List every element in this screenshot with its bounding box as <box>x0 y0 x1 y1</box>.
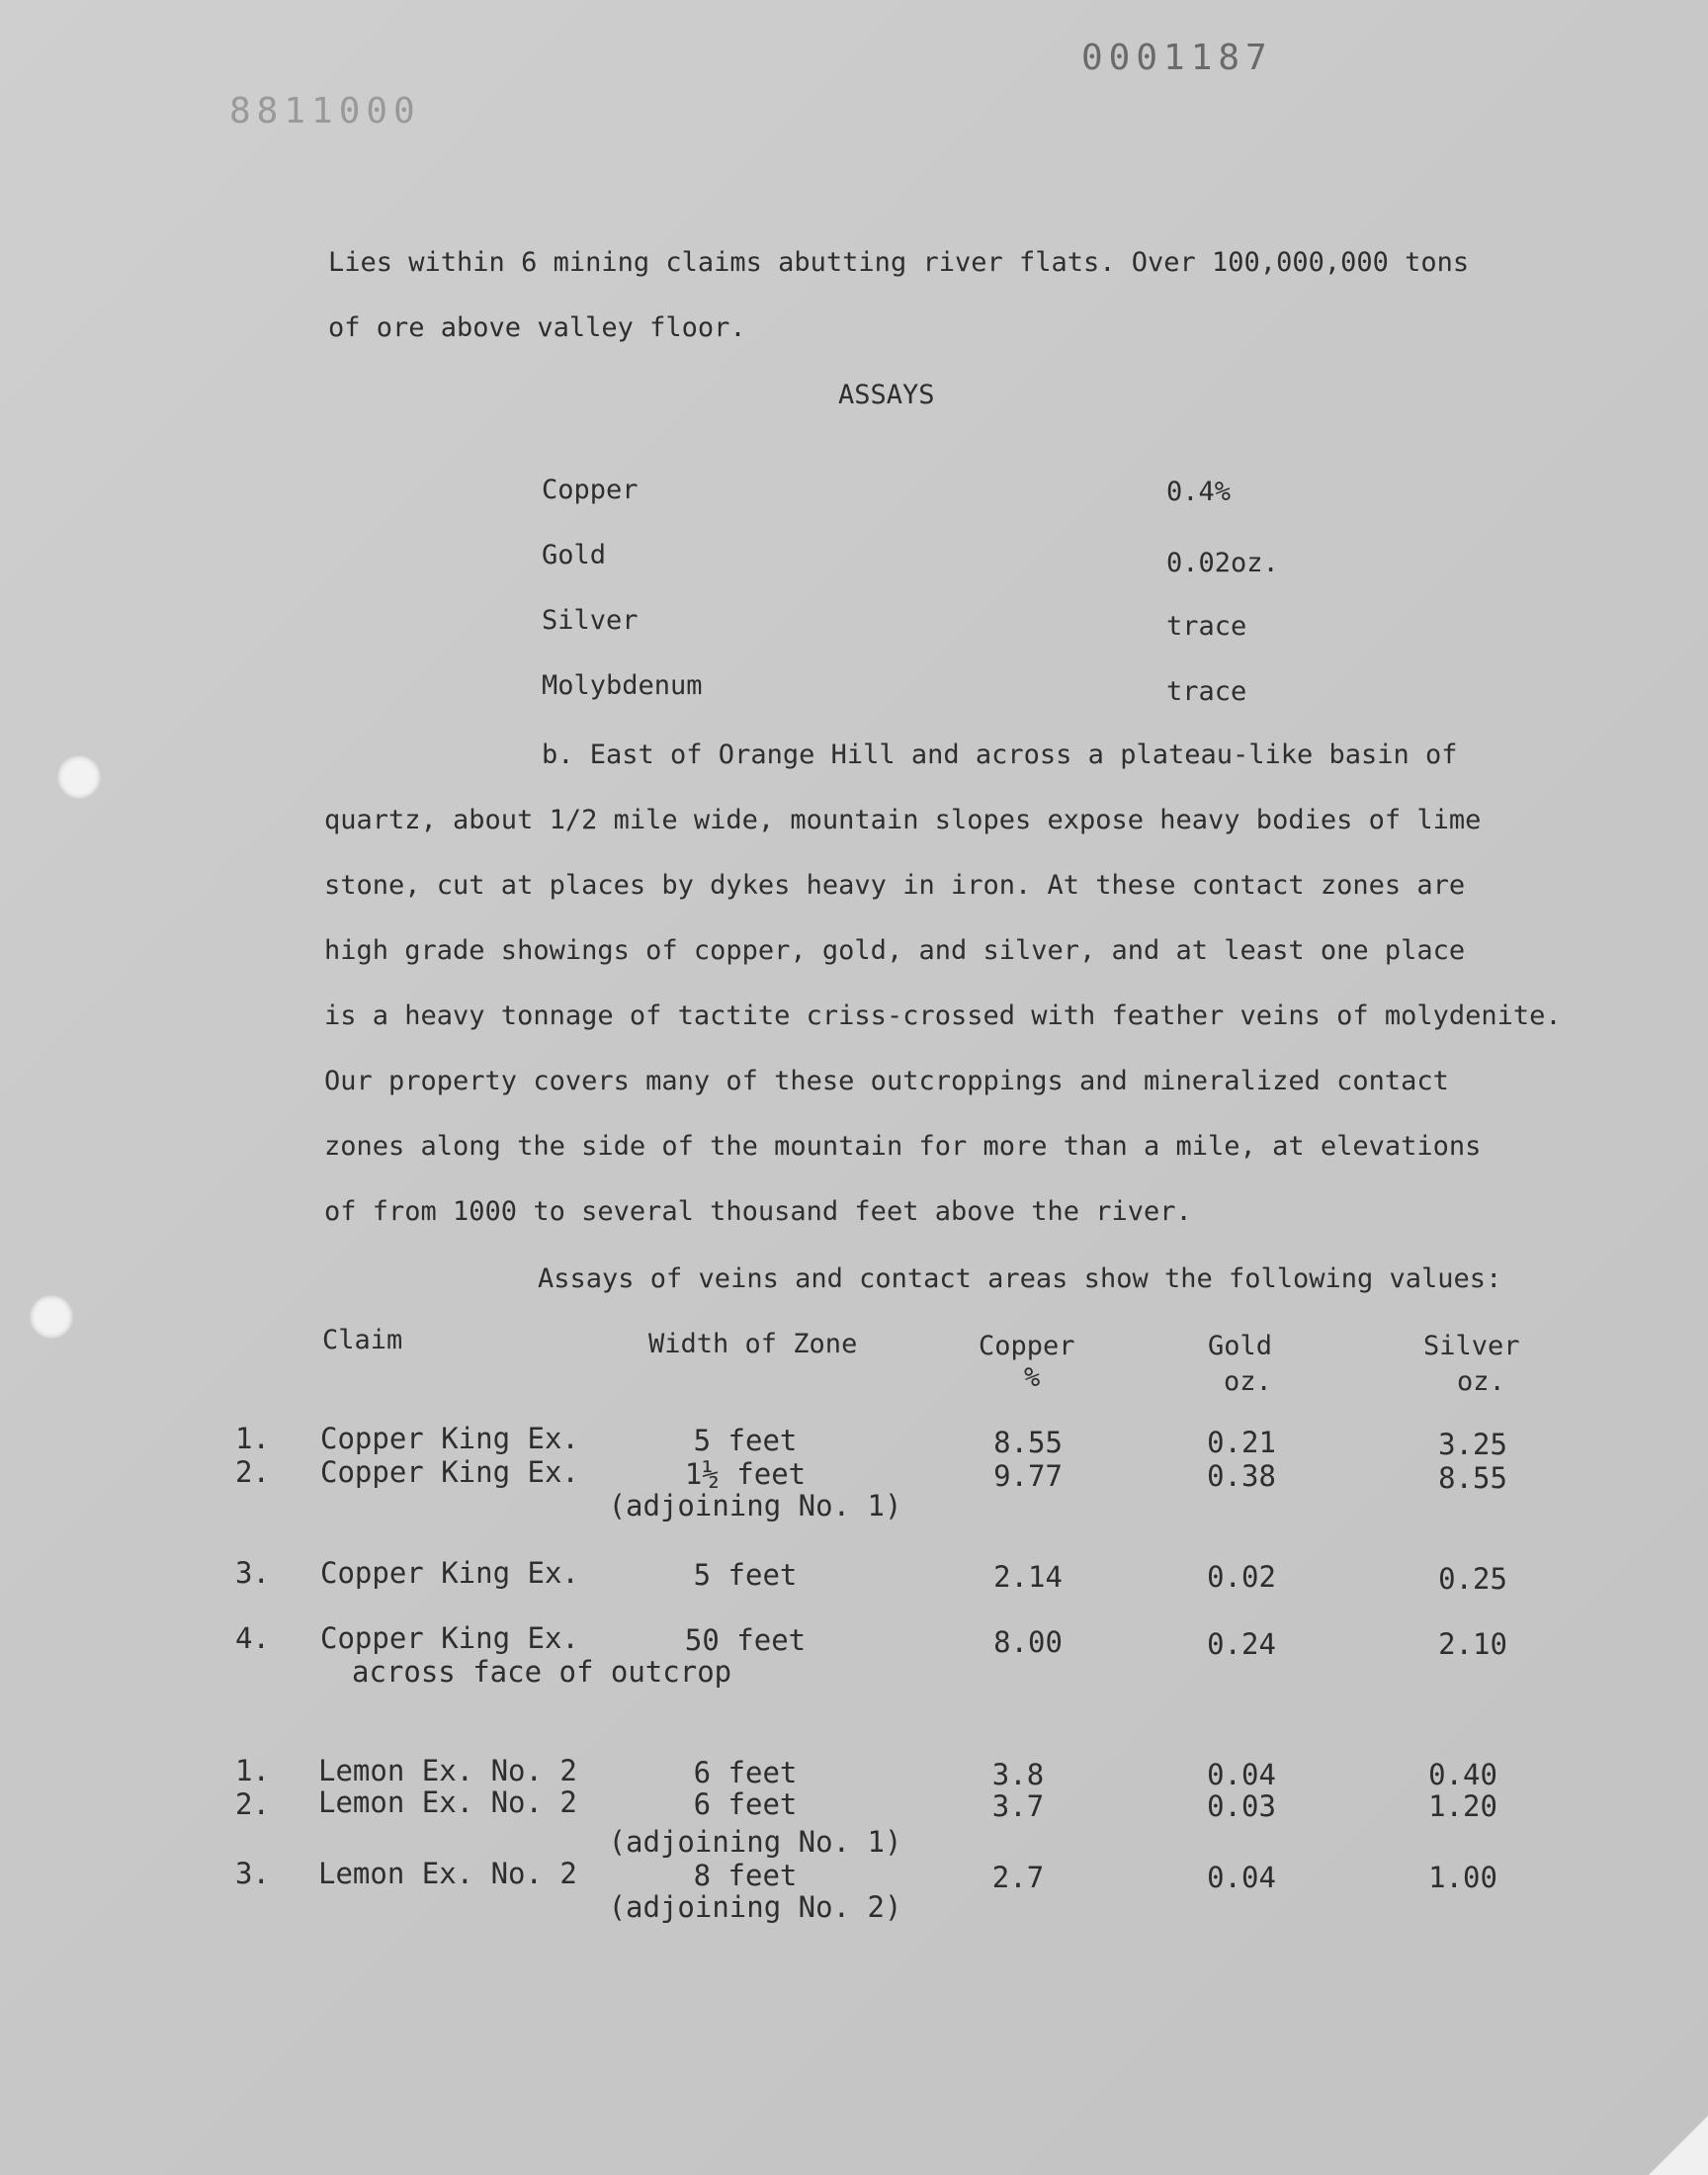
paragraph-line: Our property covers many of these outcroppings and mineralized contact <box>324 1066 1449 1096</box>
assay-value: 0.02oz. <box>1166 548 1279 578</box>
row-number: 1. <box>235 1422 270 1455</box>
row-number: 3. <box>235 1857 270 1890</box>
assay-label: Molybdenum <box>542 670 703 701</box>
row-gold: 0.24 <box>1207 1627 1276 1661</box>
row-copper: 9.77 <box>993 1459 1063 1493</box>
header-copper-unit: % <box>1024 1362 1041 1393</box>
row-gold: 0.02 <box>1207 1560 1276 1594</box>
row-copper: 8.55 <box>993 1426 1063 1459</box>
row-silver: 2.10 <box>1438 1627 1507 1661</box>
row-number: 1. <box>235 1754 270 1787</box>
row-gold: 0.21 <box>1207 1426 1276 1459</box>
row-width: 1½ feet <box>684 1457 807 1491</box>
paragraph-line: is a heavy tonnage of tactite criss-crossed with feather veins of molydenite. <box>324 1000 1562 1031</box>
row-number: 3. <box>235 1556 270 1590</box>
row-copper: 3.8 <box>991 1758 1045 1791</box>
intro-line: Lies within 6 mining claims abutting river flats. Over 100,000,000 tons <box>328 247 1470 278</box>
header-width: Width of Zone <box>648 1329 858 1359</box>
row-silver: 1.00 <box>1428 1861 1497 1894</box>
row-width: 6 feet <box>693 1787 798 1821</box>
paragraph-line: quartz, about 1/2 mile wide, mountain slopes expose heavy bodies of lime <box>324 805 1482 835</box>
assay-label: Copper <box>542 475 639 505</box>
row-note: (adjoining No. 1) <box>608 1489 902 1522</box>
row-width: 5 feet <box>693 1424 798 1457</box>
paragraph-line: stone, cut at places by dykes heavy in iron. At these contact zones are <box>324 870 1466 901</box>
paragraph-line: high grade showings of copper, gold, and silver, and at least one place <box>324 935 1466 966</box>
document-number-stamp: 0001187 <box>1081 38 1273 78</box>
table-intro: Assays of veins and contact areas show the following values: <box>538 1263 1502 1294</box>
row-copper: 8.00 <box>993 1625 1063 1659</box>
row-number: 2. <box>235 1787 270 1821</box>
paragraph-line: zones along the side of the mountain for more than a mile, at elevations <box>324 1131 1482 1162</box>
header-copper: Copper <box>979 1331 1075 1361</box>
row-claim: Lemon Ex. No. 2 <box>318 1754 577 1787</box>
paragraph-line: of from 1000 to several thousand feet above the river. <box>324 1196 1192 1227</box>
row-claim: Copper King Ex. <box>320 1422 579 1455</box>
row-silver: 0.25 <box>1438 1562 1507 1596</box>
row-note: (adjoining No. 2) <box>608 1890 902 1924</box>
row-number: 2. <box>235 1455 270 1489</box>
header-gold-unit: oz. <box>1224 1366 1272 1397</box>
row-subnote: across face of outcrop <box>352 1655 732 1689</box>
folded-corner <box>1649 2116 1708 2175</box>
row-silver: 8.55 <box>1438 1461 1507 1495</box>
assays-heading: ASSAYS <box>838 380 935 410</box>
assay-value: trace <box>1166 676 1247 707</box>
punch-hole <box>30 1295 73 1339</box>
row-width: 50 feet <box>684 1623 807 1657</box>
paragraph-line: b. East of Orange Hill and across a plateau-like basin of <box>542 740 1458 770</box>
row-gold: 0.03 <box>1207 1789 1276 1823</box>
row-gold: 0.38 <box>1207 1459 1276 1493</box>
punch-hole <box>57 755 101 799</box>
row-copper: 2.7 <box>991 1861 1045 1894</box>
faded-number-stamp: 8811000 <box>229 91 421 131</box>
row-gold: 0.04 <box>1207 1758 1276 1791</box>
assay-label: Silver <box>542 605 639 636</box>
row-gold: 0.04 <box>1207 1861 1276 1894</box>
row-silver: 3.25 <box>1438 1428 1507 1461</box>
row-claim: Lemon Ex. No. 2 <box>318 1857 577 1890</box>
row-copper: 3.7 <box>991 1789 1045 1823</box>
assay-value: 0.4% <box>1166 477 1232 507</box>
assay-value: trace <box>1166 611 1247 642</box>
row-width: 5 feet <box>693 1558 798 1592</box>
header-silver: Silver <box>1423 1331 1520 1361</box>
row-width: 6 feet <box>693 1756 798 1789</box>
header-claim: Claim <box>322 1325 403 1355</box>
row-claim: Copper King Ex. <box>320 1455 579 1489</box>
row-silver: 0.40 <box>1428 1758 1497 1791</box>
header-gold: Gold <box>1208 1331 1273 1361</box>
row-claim: Copper King Ex. <box>320 1621 579 1655</box>
intro-line: of ore above valley floor. <box>328 312 746 343</box>
row-number: 4. <box>235 1621 270 1655</box>
row-claim: Lemon Ex. No. 2 <box>318 1785 577 1819</box>
row-note: (adjoining No. 1) <box>608 1825 902 1859</box>
header-silver-unit: oz. <box>1457 1366 1505 1397</box>
row-width: 8 feet <box>693 1859 798 1892</box>
row-copper: 2.14 <box>993 1560 1063 1594</box>
row-silver: 1.20 <box>1428 1789 1497 1823</box>
assay-label: Gold <box>542 540 607 570</box>
row-claim: Copper King Ex. <box>320 1556 579 1590</box>
